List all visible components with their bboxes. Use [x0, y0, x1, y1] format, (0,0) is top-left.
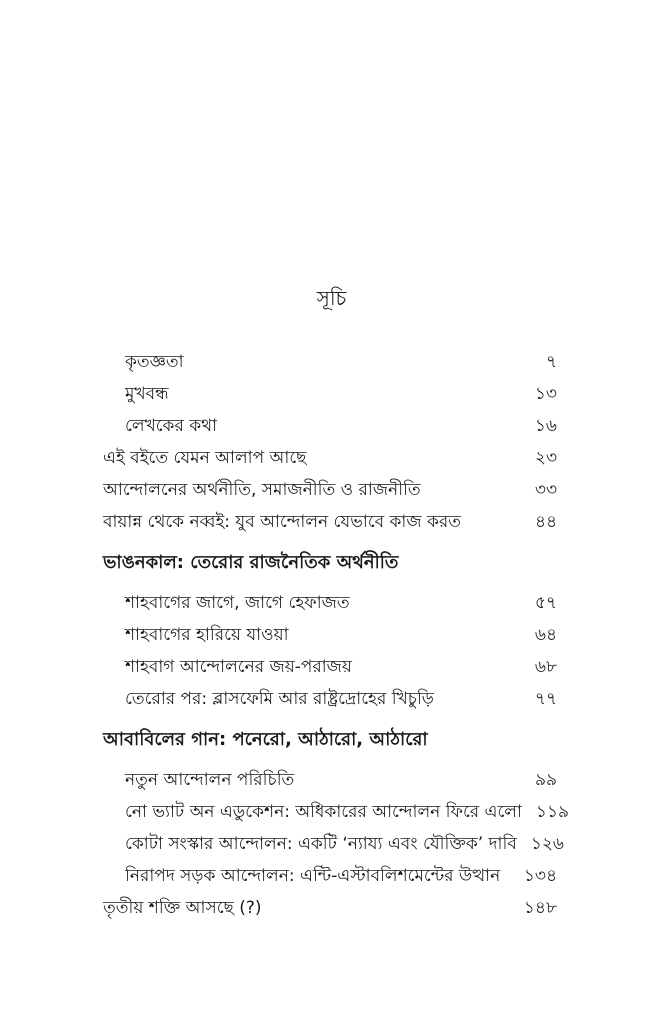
toc-entry-page: ৭৭: [534, 689, 557, 709]
toc-entry: [103, 651, 557, 683]
toc-entry-label: নতুন আন্দোলন পরিচিতি: [125, 770, 295, 790]
toc-entry: [103, 796, 570, 828]
toc-entry-page: ৯৯: [534, 770, 557, 790]
toc-entry: [103, 410, 557, 442]
toc-entry-label: শাহবাগের জাগে, জাগে হেফাজত: [125, 593, 350, 613]
toc-section-label: আবাবিলের গান: পনেরো, আঠারো, আঠারো: [103, 729, 428, 750]
toc-entry: [103, 474, 557, 506]
toc-section-heading: [103, 724, 557, 756]
toc-section-label: ভাঙনকাল: তেরোর রাজনৈতিক অর্থনীতি: [103, 552, 399, 573]
toc-entry-label: নিরাপদ সড়ক আন্দোলন: এন্টি-এস্টাবলিশমেন্টের উত্থান: [125, 866, 501, 886]
toc-entry: [103, 683, 557, 715]
toc-entry-page: ১২৬: [530, 834, 564, 854]
toc-entry-label: বায়ান্ন থেকে নব্বই: যুব আন্দোলন যেভাবে কাজ করত: [103, 512, 461, 532]
toc-entry: [103, 619, 557, 651]
table-of-contents: [103, 346, 570, 924]
toc-entry-label: তৃতীয় শক্তি আসছে (?): [103, 898, 262, 918]
toc-entry-label: লেখকের কথা: [125, 416, 218, 436]
toc-entry-label: নো ভ্যাট অন এডুকেশন: অধিকারের আন্দোলন ফিরে এলো: [125, 802, 522, 822]
toc-entry: [103, 506, 557, 538]
toc-entry: [103, 346, 557, 378]
toc-entry-page: ৬৪: [534, 625, 557, 645]
toc-entry: [103, 828, 564, 860]
toc-entry: [103, 892, 557, 924]
toc-entry: [103, 378, 557, 410]
toc-entry-label: এই বইতে যেমন আলাপ আছে: [103, 448, 307, 468]
toc-entry-label: কোটা সংস্কার আন্দোলন: একটি ‘ন্যায্য এবং যৌক্তিক’ দাবি: [125, 834, 517, 854]
toc-entry-page: ১৪৮: [523, 898, 557, 918]
toc-entry-label: আন্দোলনের অর্থনীতি, সমাজনীতি ও রাজনীতি: [103, 480, 421, 500]
toc-entry: [103, 764, 557, 796]
toc-entry-label: তেরোর পর: ব্লাসফেমি আর রাষ্ট্রদ্রোহের খিচুড়ি: [125, 689, 434, 709]
toc-entry-label: শাহবাগের হারিয়ে যাওয়া: [125, 625, 289, 645]
toc-entry-label: শাহবাগ আন্দোলনের জয়-পরাজয়: [125, 657, 352, 677]
toc-entry: [103, 587, 557, 619]
toc-entry-page: ১১৯: [535, 802, 570, 822]
toc-entry-label: কৃতজ্ঞতা: [125, 352, 184, 372]
toc-entry-page: ৬৮: [534, 657, 557, 677]
toc-entry: [103, 442, 557, 474]
toc-entry-label: মুখবন্ধ: [125, 384, 169, 404]
page-title: সূচি: [316, 286, 347, 310]
toc-entry-page: ১৩৪: [523, 866, 557, 886]
toc-entry-page: ৫৭: [534, 593, 557, 613]
toc-entry-page: ১৩: [534, 384, 557, 404]
toc-entry-page: ৩৩: [534, 480, 557, 500]
toc-entry-page: ১৬: [534, 416, 557, 436]
toc-section-heading: [103, 547, 557, 579]
toc-entry: [103, 860, 557, 892]
toc-entry-page: ২৩: [534, 448, 557, 468]
toc-entry-page: ৪৪: [534, 512, 557, 532]
toc-entry-page: ৭: [545, 352, 557, 372]
